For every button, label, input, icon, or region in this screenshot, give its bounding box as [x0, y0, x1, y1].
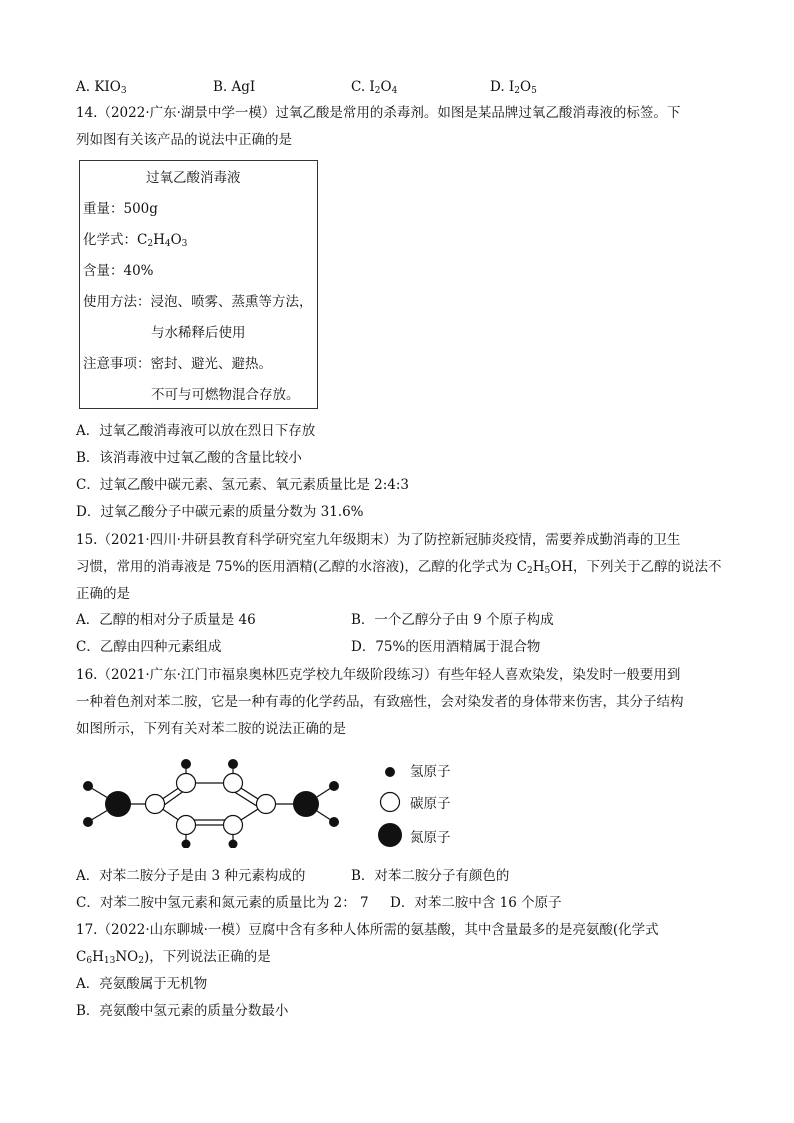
hydrogen-atom [329, 817, 339, 827]
carbon-atom [177, 816, 196, 835]
carbon-atom [177, 774, 196, 793]
label-usage-line2: 与水稀释后使用 [151, 325, 246, 341]
q16-option-b: B．对苯二胺分子有颜色的 [351, 868, 510, 884]
label-content: 含量：40% [83, 263, 154, 279]
label-note-line2: 不可与可燃物混合存放。 [151, 387, 300, 403]
q15-option-a: A．乙醇的相对分子质量是 46 [76, 612, 256, 628]
q15-option-d: D．75%的医用酒精属于混合物 [351, 639, 541, 655]
q13-option-a: A. $KIO_3$ [76, 79, 127, 96]
legend-hydrogen-label: 氢原子 [410, 764, 451, 780]
q14-stem-line2: 列如图有关该产品的说法中正确的是 [76, 132, 292, 148]
legend-hydrogen-icon [385, 767, 395, 777]
label-title: 过氧乙酸消毒液 [146, 170, 241, 186]
hydrogen-atom [181, 759, 191, 769]
hydrogen-atom [228, 759, 238, 769]
label-usage-line1: 使用方法：浸泡、喷雾、蒸熏等方法， [83, 294, 313, 310]
q15-option-c: C．乙醇由四种元素组成 [76, 639, 222, 655]
legend-nitrogen-icon [378, 823, 402, 847]
hydrogen-atom [329, 781, 339, 791]
q17-option-a: A．亮氨酸属于无机物 [76, 976, 208, 992]
q16-stem-line1: 16.（2021·广东·江门市福泉奥林匹克学校九年级阶段练习）有些年轻人喜欢染发，染发时一般要用到 [76, 667, 681, 683]
legend-carbon-label: 碳原子 [410, 796, 451, 812]
q17-stem-line2: $C_6H_{13}NO_2$)，下列说法正确的是 [76, 949, 271, 966]
hydrogen-atom [83, 817, 93, 827]
q14-stem-line1: 14.（2022·广东·湖景中学一模）过氧乙酸是常用的杀毒剂。如图是某品牌过氧乙酸消毒液的标签。下 [76, 105, 681, 121]
q14-option-c: C．过氧乙酸中碳元素、氢元素、氧元素质量比是 2:4:3 [76, 477, 409, 493]
q16-stem-line3: 如图所示，下列有关对苯二胺的说法正确的是 [76, 721, 346, 737]
q16-stem-line2: 一种着色剂对苯二胺，它是一种有毒的化学药品，有致癌性，会对染发者的身体带来伤害，其分子结构 [76, 694, 684, 710]
q17-stem-line1: 17.（2022·山东聊城·一模）豆腐中含有多种人体所需的氨基酸，其中含量最多的是亮氨酸(化学式 [76, 922, 659, 938]
q14-option-b: B．该消毒液中过氧乙酸的含量比较小 [76, 450, 302, 466]
product-label-box [79, 160, 318, 409]
hydrogen-atom [182, 840, 191, 849]
q14-option-a: A．过氧乙酸消毒液可以放在烈日下存放 [76, 423, 316, 439]
q15-option-b: B．一个乙醇分子由 9 个原子构成 [351, 612, 554, 628]
label-note-line1: 注意事项：密封、避光、避热。 [83, 356, 272, 372]
q13-option-c: C. $I_2O_4$ [351, 79, 398, 96]
q16-option-d: D．对苯二胺中含 16 个原子 [390, 895, 562, 911]
q16-option-a: A．对苯二胺分子是由 3 种元素构成的 [76, 868, 306, 884]
label-formula: 化学式：$C_2H_4O_3$ [83, 232, 188, 249]
hydrogen-atom [83, 781, 93, 791]
q13-option-d: D. $I_2O_5$ [490, 79, 537, 96]
legend-nitrogen-label: 氮原子 [410, 830, 451, 846]
carbon-atom [146, 795, 165, 814]
q15-stem-line1: 15.（2021·四川·井研县教育科学研究室九年级期末）为了防控新冠肺炎疫情，需要养成勤消毒的卫生 [76, 532, 681, 548]
carbon-atom [257, 795, 276, 814]
q16-option-c: C．对苯二胺中氢元素和氮元素的质量比为 2： 7 [76, 895, 369, 911]
hydrogen-atom [229, 840, 238, 849]
q14-option-d: D．过氧乙酸分子中碳元素的质量分数为 31.6% [76, 504, 364, 520]
nitrogen-atom [293, 791, 319, 817]
nitrogen-atom [105, 791, 131, 817]
q13-option-b: B. AgI [213, 79, 256, 95]
q17-option-b: B．亮氨酸中氢元素的质量分数最小 [76, 1003, 289, 1019]
label-weight: 重量：500g [83, 201, 158, 217]
carbon-atom [224, 816, 243, 835]
q15-stem-line3: 正确的是 [76, 586, 130, 602]
q15-stem-line2: 习惯，常用的消毒液是 75%的医用酒精(乙醇的水溶液)，乙醇的化学式为 $C_2H_5OH$，下列关于乙醇的说法不 [76, 559, 722, 576]
carbon-atom [224, 774, 243, 793]
legend-carbon-icon [381, 793, 400, 812]
